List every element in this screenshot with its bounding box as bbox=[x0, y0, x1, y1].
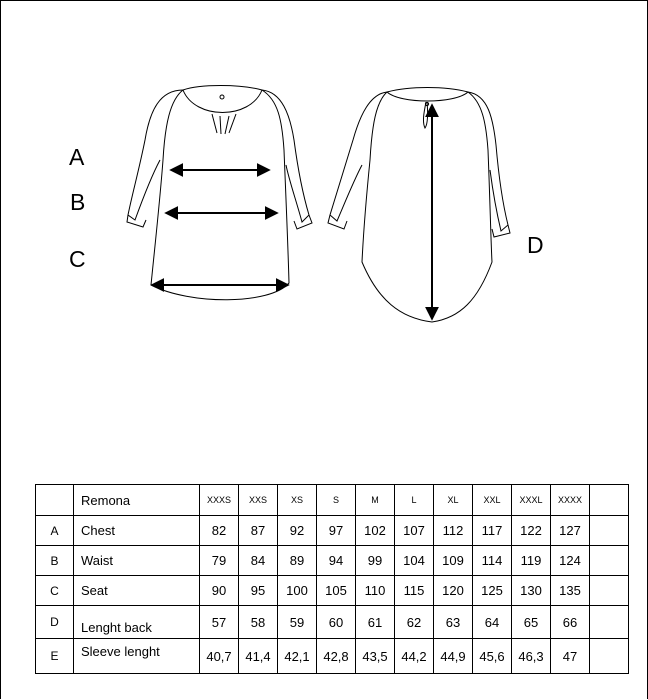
table-empty-cell bbox=[590, 576, 629, 606]
table-cell: 95 bbox=[239, 576, 278, 606]
table-header-row bbox=[36, 485, 629, 516]
size-header: S bbox=[317, 485, 356, 516]
table-cell: 125 bbox=[473, 576, 512, 606]
size-header: M bbox=[356, 485, 395, 516]
table-cell: 105 bbox=[317, 576, 356, 606]
table-cell: 127 bbox=[551, 516, 590, 546]
table-row bbox=[36, 576, 629, 606]
table-empty-cell bbox=[590, 516, 629, 546]
row-code: B bbox=[36, 546, 74, 576]
table-cell: 62 bbox=[395, 606, 434, 639]
table-cell: 57 bbox=[200, 606, 239, 639]
table-cell: 97 bbox=[317, 516, 356, 546]
table-cell: 112 bbox=[434, 516, 473, 546]
table-empty-cell bbox=[590, 485, 629, 516]
table-cell: 100 bbox=[278, 576, 317, 606]
table-cell: 58 bbox=[239, 606, 278, 639]
table-cell: 110 bbox=[356, 576, 395, 606]
size-header: XXL bbox=[473, 485, 512, 516]
row-name: Sleeve lenght bbox=[74, 639, 200, 674]
front-view bbox=[127, 86, 312, 300]
table-corner-cell bbox=[36, 485, 74, 516]
table-cell: 61 bbox=[356, 606, 395, 639]
table-cell: 94 bbox=[317, 546, 356, 576]
table-cell: 120 bbox=[434, 576, 473, 606]
table-cell: 59 bbox=[278, 606, 317, 639]
row-name: Seat bbox=[74, 576, 200, 606]
table-cell: 44,9 bbox=[434, 639, 473, 674]
table-empty-cell bbox=[590, 639, 629, 674]
table-cell: 115 bbox=[395, 576, 434, 606]
table-cell: 104 bbox=[395, 546, 434, 576]
table-cell: 40,7 bbox=[200, 639, 239, 674]
table-empty-cell bbox=[590, 546, 629, 576]
table-cell: 90 bbox=[200, 576, 239, 606]
table-cell: 43,5 bbox=[356, 639, 395, 674]
table-cell: 79 bbox=[200, 546, 239, 576]
size-header: XXXS bbox=[200, 485, 239, 516]
table-cell: 114 bbox=[473, 546, 512, 576]
table-empty-cell bbox=[590, 606, 629, 639]
row-code: E bbox=[36, 639, 74, 674]
label-a: A bbox=[69, 144, 85, 170]
table-row bbox=[36, 516, 629, 546]
table-cell: 60 bbox=[317, 606, 356, 639]
table-cell: 47 bbox=[551, 639, 590, 674]
table-cell: 45,6 bbox=[473, 639, 512, 674]
table-cell: 135 bbox=[551, 576, 590, 606]
table-cell: 46,3 bbox=[512, 639, 551, 674]
table-cell: 41,4 bbox=[239, 639, 278, 674]
row-name: Lenght back bbox=[74, 606, 200, 639]
table-cell: 119 bbox=[512, 546, 551, 576]
size-header: L bbox=[395, 485, 434, 516]
table-cell: 92 bbox=[278, 516, 317, 546]
label-b: B bbox=[70, 189, 86, 215]
table-cell: 65 bbox=[512, 606, 551, 639]
table-cell: 63 bbox=[434, 606, 473, 639]
table-cell: 82 bbox=[200, 516, 239, 546]
table-row bbox=[36, 606, 629, 639]
table-cell: 44,2 bbox=[395, 639, 434, 674]
table-cell: 124 bbox=[551, 546, 590, 576]
table-cell: 117 bbox=[473, 516, 512, 546]
row-code: A bbox=[36, 516, 74, 546]
table-cell: 42,1 bbox=[278, 639, 317, 674]
table-cell: 107 bbox=[395, 516, 434, 546]
table-cell: 42,8 bbox=[317, 639, 356, 674]
row-name: Waist bbox=[74, 546, 200, 576]
product-name: Remona bbox=[74, 485, 200, 516]
table-cell: 66 bbox=[551, 606, 590, 639]
size-header: XS bbox=[278, 485, 317, 516]
table-cell: 87 bbox=[239, 516, 278, 546]
table-cell: 89 bbox=[278, 546, 317, 576]
size-header: XXXX bbox=[551, 485, 590, 516]
size-header: XXXL bbox=[512, 485, 551, 516]
table-cell: 130 bbox=[512, 576, 551, 606]
table-cell: 99 bbox=[356, 546, 395, 576]
size-header: XXS bbox=[239, 485, 278, 516]
table-cell: 109 bbox=[434, 546, 473, 576]
row-code: C bbox=[36, 576, 74, 606]
label-d: D bbox=[527, 232, 544, 258]
table-cell: 102 bbox=[356, 516, 395, 546]
label-c: C bbox=[69, 246, 86, 272]
size-table bbox=[35, 484, 629, 674]
row-name: Chest bbox=[74, 516, 200, 546]
table-row bbox=[36, 639, 629, 674]
table-cell: 64 bbox=[473, 606, 512, 639]
table-row bbox=[36, 546, 629, 576]
table-cell: 84 bbox=[239, 546, 278, 576]
measurement-arrows bbox=[153, 170, 287, 285]
row-code: D bbox=[36, 606, 74, 639]
table-cell: 122 bbox=[512, 516, 551, 546]
size-header: XL bbox=[434, 485, 473, 516]
back-view bbox=[328, 88, 510, 323]
